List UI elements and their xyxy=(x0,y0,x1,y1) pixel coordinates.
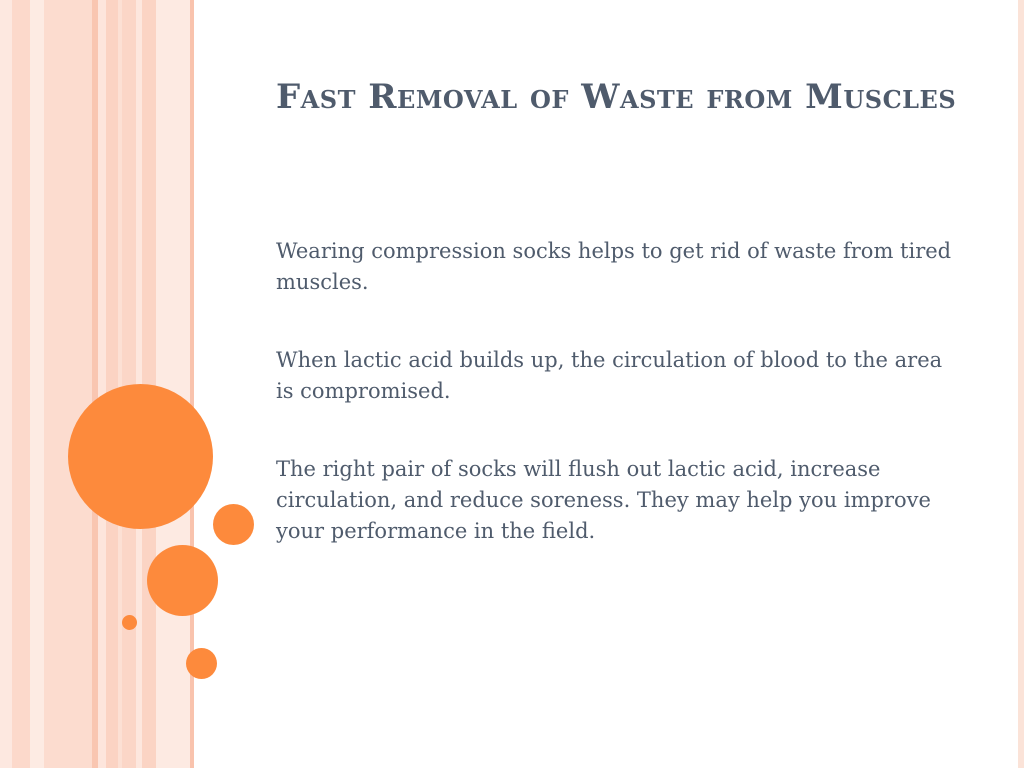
body-paragraph: Wearing compression socks helps to get rid of waste from tired muscles. xyxy=(276,239,952,294)
decor-stripe xyxy=(106,0,118,768)
body-paragraph: The right pair of socks will flush out lactic acid, increase circulation, and reduce soreness. They may help you improve your performance in the field. xyxy=(276,457,931,543)
decor-right-border xyxy=(1018,0,1024,768)
decor-circle-small xyxy=(213,504,254,545)
decor-stripe xyxy=(12,0,30,768)
decor-stripe xyxy=(30,0,44,768)
decor-circle-medium xyxy=(147,545,218,616)
slide-body xyxy=(276,236,956,594)
decor-circle-small xyxy=(186,648,217,679)
decor-circle-large xyxy=(68,384,213,529)
decor-stripe xyxy=(44,0,92,768)
slide-title: Fast Removal of Waste from Muscles xyxy=(276,77,957,117)
decor-circle-tiny xyxy=(122,615,137,630)
decor-stripe xyxy=(0,0,12,768)
body-paragraph: When lactic acid builds up, the circulation of blood to the area is compromised. xyxy=(276,348,943,403)
decor-stripe xyxy=(156,0,190,768)
decor-stripe xyxy=(98,0,106,768)
